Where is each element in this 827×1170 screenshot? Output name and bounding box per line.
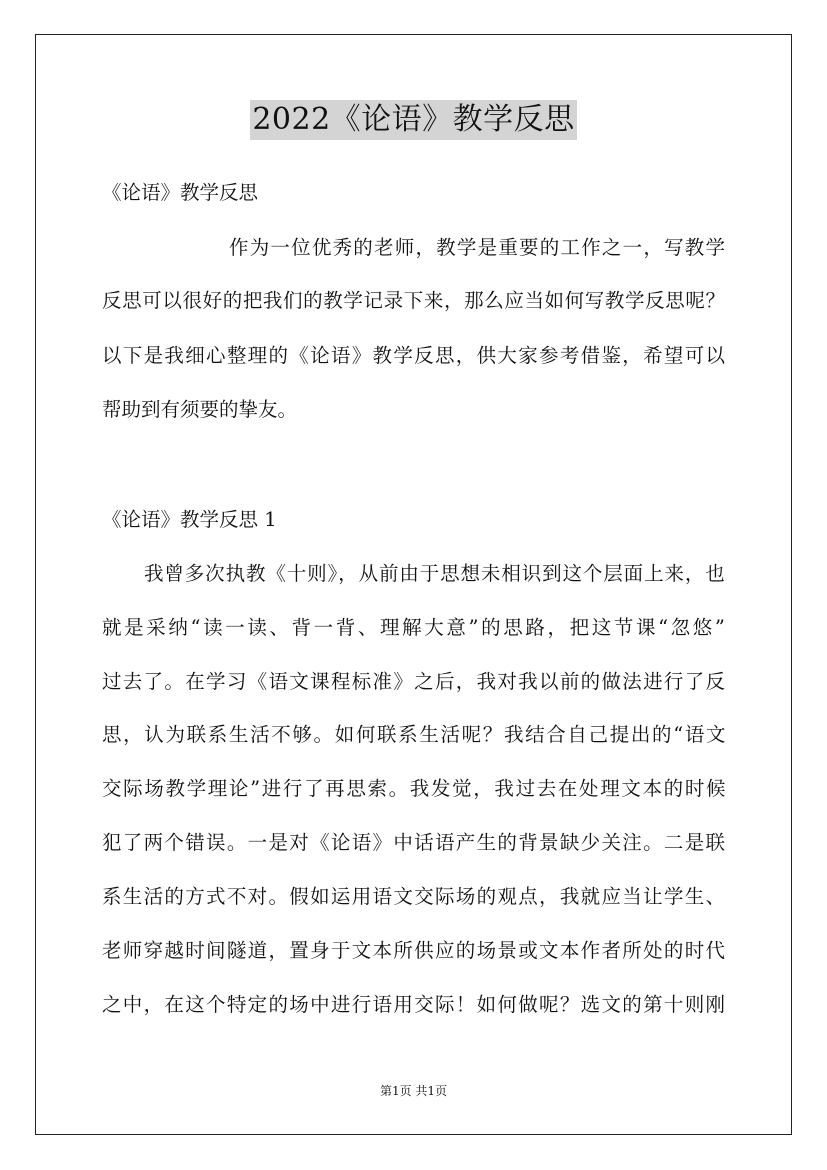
intro-line: 帮助到有须要的挚友。 xyxy=(102,398,298,421)
intro-line: 反思可以很好的把我们的教学记录下来，那么应当如何写教学反思呢？ xyxy=(102,289,725,312)
body-line: 过去了。在学习《语文课程标准》之后，我对我以前的做法进行了反 xyxy=(102,670,727,693)
intro-line: 作为一位优秀的老师，教学是重要的工作之一，写教学 xyxy=(229,236,727,259)
title-container xyxy=(0,100,827,140)
document-title: 2022《论语》教学反思 xyxy=(250,100,576,140)
body-line: 老师穿越时间隧道，置身于文本所供应的场景或文本作者所处的时代 xyxy=(102,939,727,962)
body-line: 犯了两个错误。一是对《论语》中话语产生的背景缺少关注。二是联 xyxy=(102,831,727,854)
body-line: 之中，在这个特定的场中进行语用交际！如何做呢？选文的第十则刚 xyxy=(102,993,727,1016)
body-line: 交际场教学理论”进行了再思索。我发觉，我过去在处理文本的时候 xyxy=(102,777,728,800)
body-line: 我曾多次执教《十则》，从前由于思想未相识到这个层面上来，也 xyxy=(144,562,726,585)
page-footer: 第1页 共1页 xyxy=(379,1084,448,1098)
intro-line: 以下是我细心整理的《论语》教学反思，供大家参考借鉴，希望可以 xyxy=(102,344,727,367)
body-line: 思，认为联系生活不够。如何联系生活呢？我结合自己提出的“语文 xyxy=(102,723,728,746)
body-line: 系生活的方式不对。假如运用语文交际场的观点，我就应当让学生、 xyxy=(102,885,727,908)
document-subtitle: 《论语》教学反思 xyxy=(102,181,259,204)
body-line: 就是采纳“读一读、背一背、理解大意”的思路，把这节课“忽悠” xyxy=(102,616,728,639)
section-heading: 《论语》教学反思 1 xyxy=(102,508,277,531)
